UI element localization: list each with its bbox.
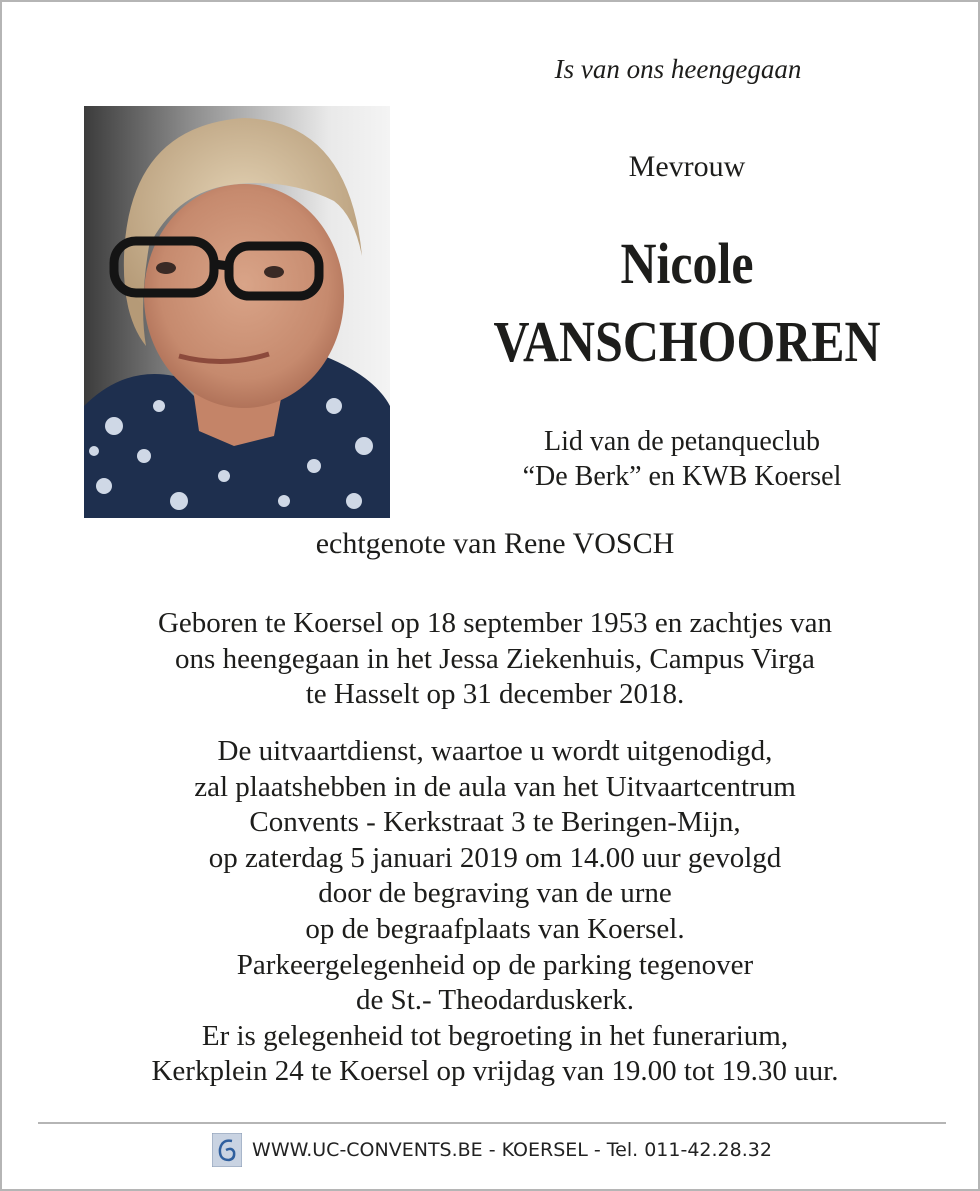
text-line: te Hasselt op 31 december 2018. [305,678,685,711]
affiliation-line: Lid van de petanqueclub [543,426,820,457]
footer [2,1131,980,1169]
first-name: Nicole [620,231,754,296]
text-line: op zaterdag 5 januari 2019 om 14.00 uur gevolgd [208,841,782,874]
text-line: Geboren te Koersel op 18 september 1953 en zachtjes van [157,607,832,639]
footer-divider [38,1122,946,1124]
text-line: Kerkplein 24 te Koersel op vrijdag van 19.00 tot 19.30 uur. [151,1055,839,1088]
text-line: Parkeergelegenheid op de parking tegenover [236,948,754,981]
affiliation [472,424,892,494]
text-line: zal plaatshebben in de aula van het Uitvaartcentrum [194,770,796,803]
affiliation-line: “De Berk” en KWB Koersel [522,461,842,492]
honorific: Mevrouw [628,150,746,183]
text-line: op de begraafplaats van Koersel. [305,912,685,945]
text-line: door de begraving van de urne [318,877,672,910]
footer-contact: WWW.UC-CONVENTS.BE - KOERSEL - Tel. 011-42.28.32 [252,1139,772,1161]
funeral-paragraph [2,734,980,1090]
surname: VANSCHOOREN [493,309,881,374]
birth-death-paragraph [2,606,980,713]
funeral-home-logo-icon [212,1133,242,1167]
text-line: ons heengegaan in het Jessa Ziekenhuis, Campus Virga [175,642,815,675]
portrait-photo [84,106,390,518]
intro-line: Is van ons heengegaan [554,54,802,84]
spouse-line: echtgenote van Rene VOSCH [315,527,675,560]
text-line: De uitvaartdienst, waartoe u wordt uitgenodigd, [217,735,773,767]
text-line: Convents - Kerkstraat 3 te Beringen-Mijn, [249,806,741,839]
text-line: Er is gelegenheid tot begroeting in het funerarium, [201,1019,789,1052]
text-line: de St.- Theodarduskerk. [355,984,635,1017]
